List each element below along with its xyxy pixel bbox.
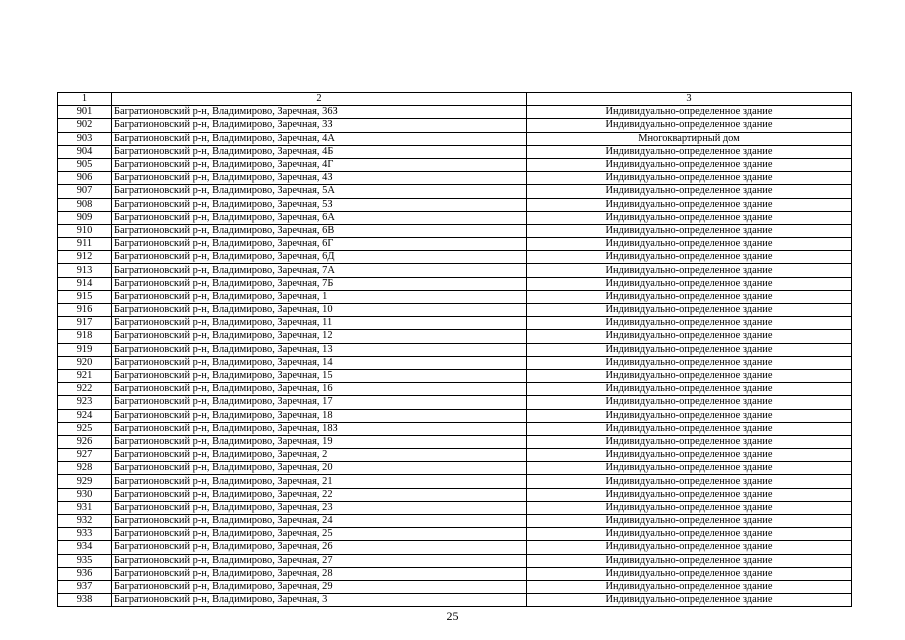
address-cell: Багратионовский р-н, Владимирово, Заречная, 5З — [112, 198, 527, 211]
table-row — [58, 501, 852, 514]
row-number-cell: 904 — [58, 145, 112, 158]
object-type-cell: Индивидуально-определенное здание — [527, 567, 852, 580]
row-number-cell: 910 — [58, 224, 112, 237]
table-row — [58, 567, 852, 580]
table-row — [58, 145, 852, 158]
table-row — [58, 304, 852, 317]
object-type-cell: Индивидуально-определенное здание — [527, 356, 852, 369]
table-row — [58, 396, 852, 409]
object-type-cell: Индивидуально-определенное здание — [527, 488, 852, 501]
object-type-cell: Индивидуально-определенное здание — [527, 251, 852, 264]
object-type-cell: Индивидуально-определенное здание — [527, 304, 852, 317]
address-cell: Багратионовский р-н, Владимирово, Заречная, 14 — [112, 356, 527, 369]
object-type-cell: Индивидуально-определенное здание — [527, 594, 852, 607]
header-col-3: 3 — [527, 93, 852, 106]
address-cell: Багратионовский р-н, Владимирово, Заречная, 2 — [112, 449, 527, 462]
table-row — [58, 185, 852, 198]
row-number-cell: 925 — [58, 422, 112, 435]
row-number-cell: 921 — [58, 369, 112, 382]
row-number-cell: 911 — [58, 238, 112, 251]
row-number-cell: 920 — [58, 356, 112, 369]
address-cell: Багратионовский р-н, Владимирово, Заречная, 29 — [112, 580, 527, 593]
address-cell: Багратионовский р-н, Владимирово, Заречная, 6Г — [112, 238, 527, 251]
object-type-cell: Индивидуально-определенное здание — [527, 264, 852, 277]
object-type-cell: Индивидуально-определенное здание — [527, 119, 852, 132]
object-type-cell: Индивидуально-определенное здание — [527, 475, 852, 488]
object-type-cell: Индивидуально-определенное здание — [527, 409, 852, 422]
table-row — [58, 580, 852, 593]
table-row — [58, 515, 852, 528]
address-cell: Багратионовский р-н, Владимирово, Заречная, 18 — [112, 409, 527, 422]
table-row — [58, 356, 852, 369]
row-number-cell: 906 — [58, 172, 112, 185]
address-cell: Багратионовский р-н, Владимирово, Заречная, 21 — [112, 475, 527, 488]
table-row — [58, 224, 852, 237]
table-row — [58, 119, 852, 132]
object-type-cell: Индивидуально-определенное здание — [527, 158, 852, 171]
object-type-cell: Индивидуально-определенное здание — [527, 422, 852, 435]
address-cell: Багратионовский р-н, Владимирово, Заречная, 15 — [112, 369, 527, 382]
object-type-cell: Индивидуально-определенное здание — [527, 383, 852, 396]
table-row — [58, 541, 852, 554]
address-cell: Багратионовский р-н, Владимирово, Заречная, 28 — [112, 567, 527, 580]
row-number-cell: 916 — [58, 304, 112, 317]
table-row — [58, 488, 852, 501]
row-number-cell: 932 — [58, 515, 112, 528]
table-row — [58, 277, 852, 290]
address-cell: Багратионовский р-н, Владимирово, Заречная, 24 — [112, 515, 527, 528]
table-body — [58, 93, 852, 607]
registry-table — [57, 92, 852, 607]
table-row — [58, 449, 852, 462]
address-cell: Багратионовский р-н, Владимирово, Заречная, 23 — [112, 501, 527, 514]
object-type-cell: Индивидуально-определенное здание — [527, 172, 852, 185]
row-number-cell: 938 — [58, 594, 112, 607]
header-col-2: 2 — [112, 93, 527, 106]
object-type-cell: Индивидуально-определенное здание — [527, 343, 852, 356]
row-number-cell: 902 — [58, 119, 112, 132]
object-type-cell: Индивидуально-определенное здание — [527, 198, 852, 211]
object-type-cell: Индивидуально-определенное здание — [527, 462, 852, 475]
address-cell: Багратионовский р-н, Владимирово, Заречная, 12 — [112, 330, 527, 343]
address-cell: Багратионовский р-н, Владимирово, Заречная, 7А — [112, 264, 527, 277]
table-row — [58, 264, 852, 277]
address-cell: Багратионовский р-н, Владимирово, Заречная, 6А — [112, 211, 527, 224]
row-number-cell: 917 — [58, 317, 112, 330]
object-type-cell: Индивидуально-определенное здание — [527, 224, 852, 237]
object-type-cell: Индивидуально-определенное здание — [527, 369, 852, 382]
address-cell: Багратионовский р-н, Владимирово, Заречная, 6В — [112, 224, 527, 237]
object-type-cell: Индивидуально-определенное здание — [527, 541, 852, 554]
row-number-cell: 919 — [58, 343, 112, 356]
object-type-cell: Индивидуально-определенное здание — [527, 145, 852, 158]
table-row — [58, 290, 852, 303]
row-number-cell: 918 — [58, 330, 112, 343]
object-type-cell: Индивидуально-определенное здание — [527, 554, 852, 567]
row-number-cell: 937 — [58, 580, 112, 593]
table-header-row — [58, 93, 852, 106]
address-cell: Багратионовский р-н, Владимирово, Заречная, 22 — [112, 488, 527, 501]
row-number-cell: 912 — [58, 251, 112, 264]
address-cell: Багратионовский р-н, Владимирово, Заречная, 1 — [112, 290, 527, 303]
address-cell: Багратионовский р-н, Владимирово, Заречная, 16 — [112, 383, 527, 396]
table-row — [58, 172, 852, 185]
object-type-cell: Индивидуально-определенное здание — [527, 290, 852, 303]
address-cell: Багратионовский р-н, Владимирово, Заречная, 13 — [112, 343, 527, 356]
object-type-cell: Индивидуально-определенное здание — [527, 435, 852, 448]
row-number-cell: 924 — [58, 409, 112, 422]
address-cell: Багратионовский р-н, Владимирово, Заречная, 6Д — [112, 251, 527, 264]
object-type-cell: Индивидуально-определенное здание — [527, 515, 852, 528]
row-number-cell: 908 — [58, 198, 112, 211]
object-type-cell: Индивидуально-определенное здание — [527, 211, 852, 224]
address-cell: Багратионовский р-н, Владимирово, Заречная, 10 — [112, 304, 527, 317]
address-cell: Багратионовский р-н, Владимирово, Заречная, 18З — [112, 422, 527, 435]
row-number-cell: 915 — [58, 290, 112, 303]
row-number-cell: 930 — [58, 488, 112, 501]
table-row — [58, 211, 852, 224]
address-cell: Багратионовский р-н, Владимирово, Заречная, 4З — [112, 172, 527, 185]
object-type-cell: Индивидуально-определенное здание — [527, 238, 852, 251]
object-type-cell: Индивидуально-определенное здание — [527, 106, 852, 119]
object-type-cell: Индивидуально-определенное здание — [527, 501, 852, 514]
object-type-cell: Индивидуально-определенное здание — [527, 330, 852, 343]
address-cell: Багратионовский р-н, Владимирово, Заречная, 36З — [112, 106, 527, 119]
address-cell: Багратионовский р-н, Владимирово, Заречная, 4Г — [112, 158, 527, 171]
row-number-cell: 933 — [58, 528, 112, 541]
object-type-cell: Индивидуально-определенное здание — [527, 396, 852, 409]
object-type-cell: Индивидуально-определенное здание — [527, 528, 852, 541]
address-cell: Багратионовский р-н, Владимирово, Заречная, 17 — [112, 396, 527, 409]
address-cell: Багратионовский р-н, Владимирово, Заречная, 3З — [112, 119, 527, 132]
table-row — [58, 251, 852, 264]
table-row — [58, 409, 852, 422]
address-cell: Багратионовский р-н, Владимирово, Заречная, 26 — [112, 541, 527, 554]
address-cell: Багратионовский р-н, Владимирово, Заречная, 19 — [112, 435, 527, 448]
table-row — [58, 317, 852, 330]
row-number-cell: 922 — [58, 383, 112, 396]
address-cell: Багратионовский р-н, Владимирово, Заречная, 11 — [112, 317, 527, 330]
table-row — [58, 132, 852, 145]
object-type-cell: Индивидуально-определенное здание — [527, 277, 852, 290]
table-row — [58, 330, 852, 343]
header-col-1: 1 — [58, 93, 112, 106]
address-cell: Багратионовский р-н, Владимирово, Заречная, 3 — [112, 594, 527, 607]
table-row — [58, 198, 852, 211]
row-number-cell: 923 — [58, 396, 112, 409]
table-row — [58, 158, 852, 171]
object-type-cell: Индивидуально-определенное здание — [527, 449, 852, 462]
address-cell: Багратионовский р-н, Владимирово, Заречная, 4Б — [112, 145, 527, 158]
table-row — [58, 238, 852, 251]
page-number: 25 — [446, 609, 459, 623]
address-cell: Багратионовский р-н, Владимирово, Заречная, 27 — [112, 554, 527, 567]
table-row — [58, 475, 852, 488]
row-number-cell: 931 — [58, 501, 112, 514]
table-row — [58, 528, 852, 541]
row-number-cell: 928 — [58, 462, 112, 475]
row-number-cell: 907 — [58, 185, 112, 198]
address-cell: Багратионовский р-н, Владимирово, Заречная, 4А — [112, 132, 527, 145]
row-number-cell: 936 — [58, 567, 112, 580]
row-number-cell: 903 — [58, 132, 112, 145]
address-cell: Багратионовский р-н, Владимирово, Заречная, 7Б — [112, 277, 527, 290]
table-row — [58, 422, 852, 435]
address-cell: Багратионовский р-н, Владимирово, Заречная, 25 — [112, 528, 527, 541]
row-number-cell: 913 — [58, 264, 112, 277]
table-row — [58, 369, 852, 382]
row-number-cell: 909 — [58, 211, 112, 224]
address-cell: Багратионовский р-н, Владимирово, Заречная, 5А — [112, 185, 527, 198]
row-number-cell: 914 — [58, 277, 112, 290]
row-number-cell: 901 — [58, 106, 112, 119]
row-number-cell: 926 — [58, 435, 112, 448]
row-number-cell: 934 — [58, 541, 112, 554]
row-number-cell: 927 — [58, 449, 112, 462]
address-cell: Багратионовский р-н, Владимирово, Заречная, 20 — [112, 462, 527, 475]
object-type-cell: Многоквартирный дом — [527, 132, 852, 145]
row-number-cell: 929 — [58, 475, 112, 488]
table-row — [58, 554, 852, 567]
row-number-cell: 905 — [58, 158, 112, 171]
object-type-cell: Индивидуально-определенное здание — [527, 317, 852, 330]
table-row — [58, 343, 852, 356]
table-row — [58, 383, 852, 396]
table-row — [58, 435, 852, 448]
row-number-cell: 935 — [58, 554, 112, 567]
table-row — [58, 462, 852, 475]
object-type-cell: Индивидуально-определенное здание — [527, 185, 852, 198]
object-type-cell: Индивидуально-определенное здание — [527, 580, 852, 593]
table-row — [58, 594, 852, 607]
table-row — [58, 106, 852, 119]
